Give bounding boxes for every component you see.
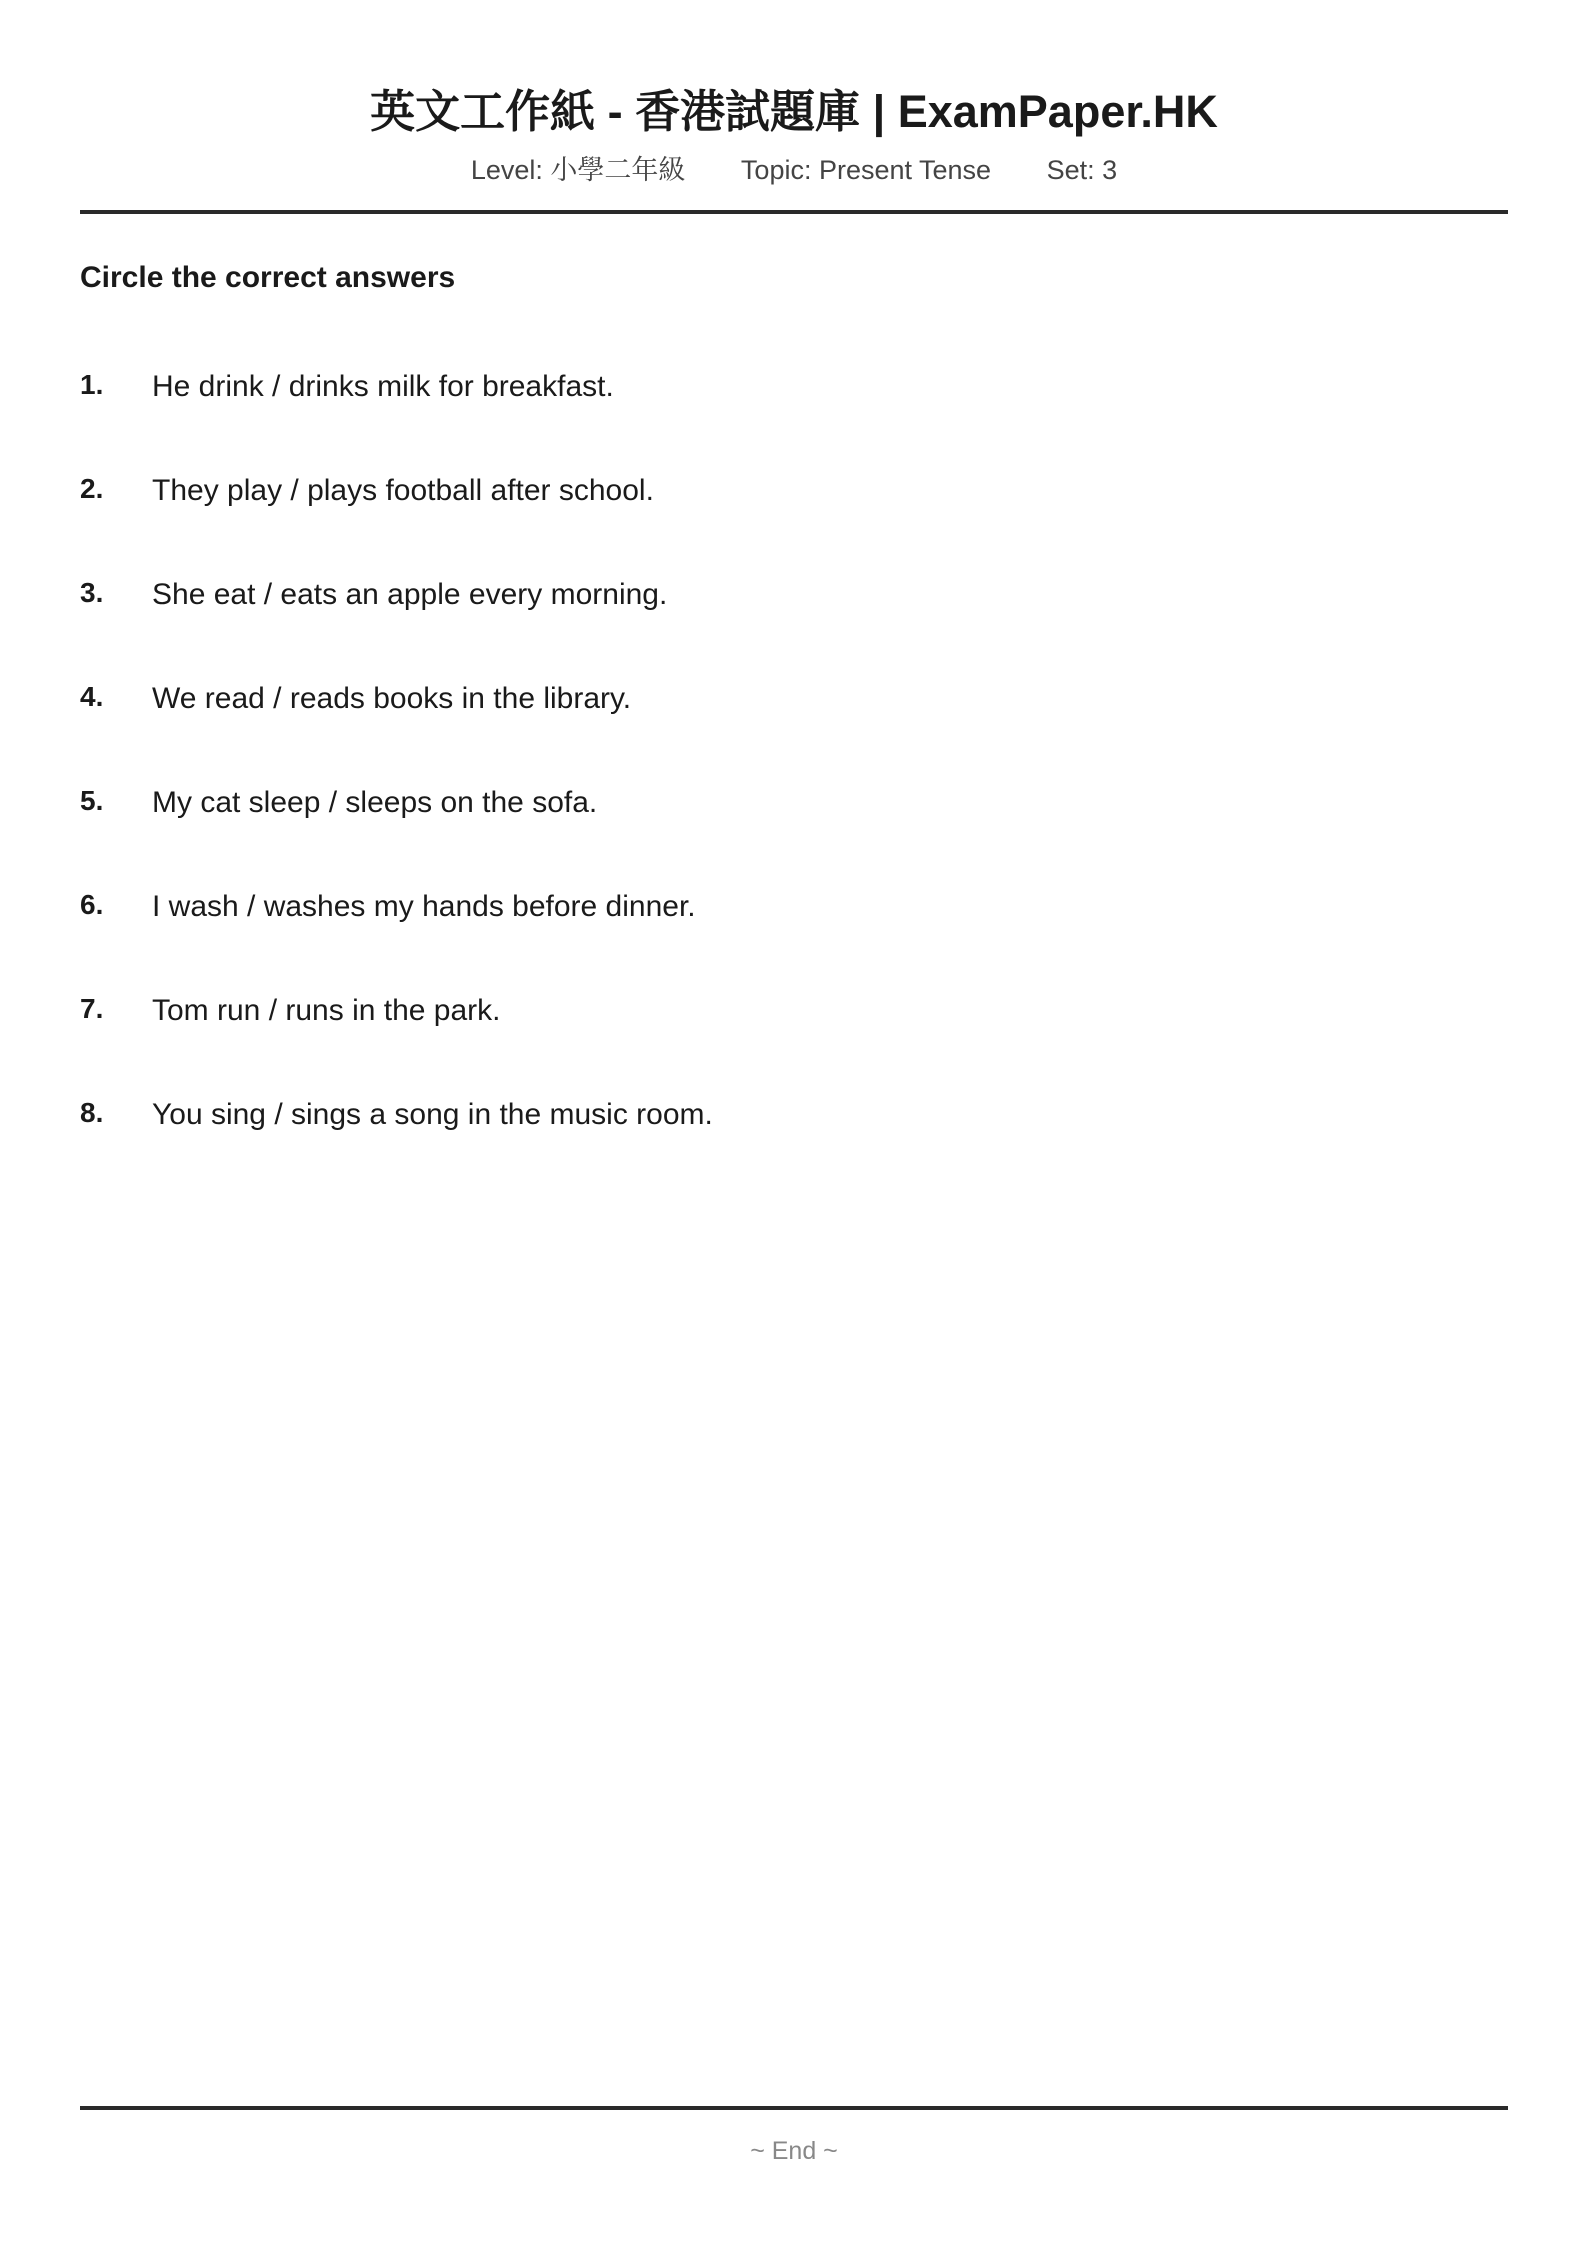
footer-divider	[80, 2106, 1508, 2110]
level-label: Level: 小學二年級	[470, 155, 686, 185]
question-text: He drink / drinks milk for breakfast.	[152, 370, 614, 403]
question-list	[80, 365, 1508, 1197]
question-text: You sing / sings a song in the music room.	[152, 1098, 713, 1131]
question-number: 1.	[80, 369, 104, 400]
header-divider	[80, 210, 1508, 214]
topic-label: Topic: Present Tense	[740, 155, 992, 185]
question-item	[80, 469, 1508, 573]
question-text: She eat / eats an apple every morning.	[152, 578, 668, 611]
question-number: 5.	[80, 785, 104, 816]
question-text: Tom run / runs in the park.	[152, 994, 501, 1027]
question-item	[80, 781, 1508, 885]
question-text: They play / plays football after school.	[152, 474, 654, 507]
end-marker: ~ End ~	[750, 2137, 838, 2165]
set-label: Set: 3	[1046, 155, 1118, 185]
question-text: My cat sleep / sleeps on the sofa.	[152, 786, 598, 819]
section-instruction: Circle the correct answers	[80, 261, 456, 294]
question-item	[80, 1093, 1508, 1197]
question-item	[80, 365, 1508, 469]
question-number: 6.	[80, 889, 104, 920]
question-number: 3.	[80, 577, 104, 608]
worksheet-meta	[80, 152, 1508, 188]
question-item	[80, 989, 1508, 1093]
question-number: 8.	[80, 1097, 104, 1128]
question-item	[80, 885, 1508, 989]
page-title: 英文工作紙 - 香港試題庫 | ExamPaper.HK	[370, 86, 1218, 137]
question-item	[80, 677, 1508, 781]
question-text: We read / reads books in the library.	[152, 682, 632, 715]
question-number: 4.	[80, 681, 104, 712]
worksheet-header	[80, 82, 1508, 188]
question-number: 2.	[80, 473, 104, 504]
question-text: I wash / washes my hands before dinner.	[152, 890, 696, 923]
question-number: 7.	[80, 993, 104, 1024]
question-item	[80, 573, 1508, 677]
